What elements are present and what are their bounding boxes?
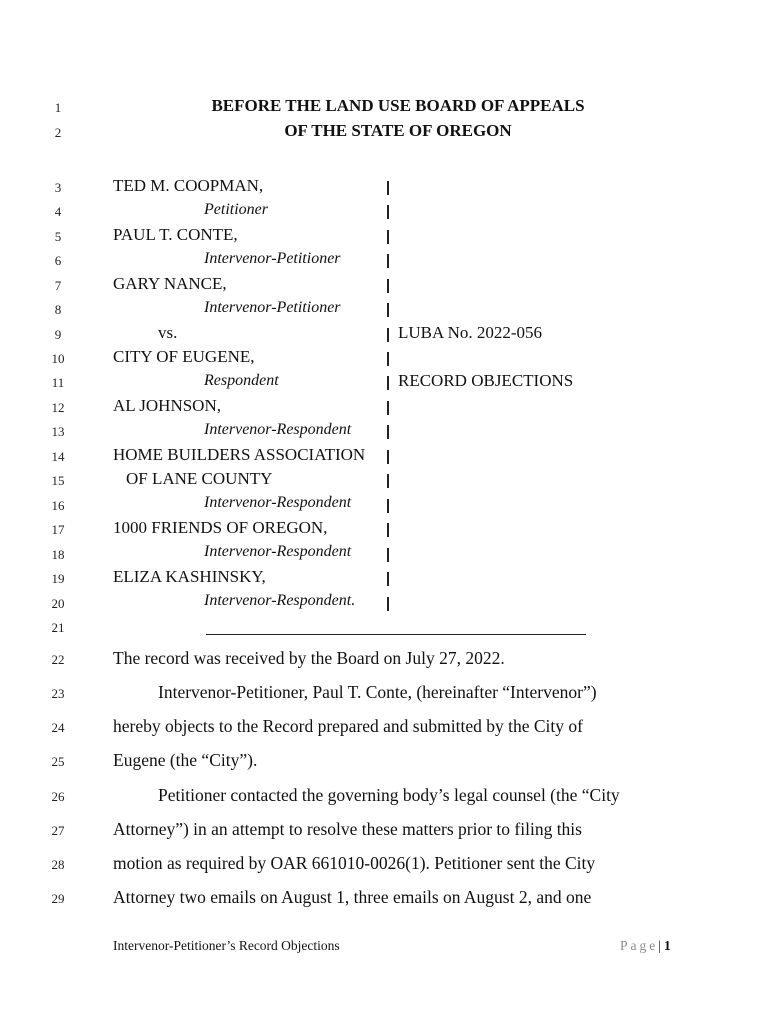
- body-line: hereby objects to the Record prepared and submitted by the City of: [113, 716, 583, 736]
- party-name: CITY OF EUGENE,: [113, 347, 255, 366]
- line-number: 21: [51, 620, 65, 635]
- line-number: 26: [51, 789, 65, 804]
- caption-divider: [387, 230, 389, 244]
- line-number: 18: [51, 547, 65, 562]
- page-indicator: [620, 938, 671, 954]
- body-line: The record was received by the Board on July 27, 2022.: [113, 648, 505, 668]
- caption-divider: [387, 303, 389, 317]
- party-name-continued: OF LANE COUNTY: [126, 469, 273, 488]
- court-heading-line2: OF THE STATE OF OREGON: [284, 121, 512, 140]
- party-role: Intervenor-Respondent: [204, 421, 352, 438]
- caption-divider: [387, 597, 389, 611]
- line-number: 1: [54, 100, 62, 115]
- party-role: Intervenor-Respondent.: [204, 592, 356, 609]
- caption-divider: [387, 548, 389, 562]
- line-number: 27: [51, 823, 65, 838]
- footer-title: Intervenor-Petitioner’s Record Objections: [113, 938, 340, 953]
- line-number: 4: [54, 204, 62, 219]
- party-role: Intervenor-Petitioner: [204, 250, 341, 267]
- line-number: 14: [51, 449, 65, 464]
- caption-divider: [387, 499, 389, 513]
- caption-divider: [387, 474, 389, 488]
- page-label: Page: [620, 938, 659, 953]
- line-number: 3: [54, 180, 62, 195]
- line-number: 12: [51, 400, 65, 415]
- page-number: 1: [663, 938, 671, 953]
- line-number: 22: [51, 652, 65, 667]
- caption-divider: [387, 450, 389, 464]
- line-number: 6: [54, 253, 62, 268]
- line-number: 13: [51, 424, 65, 439]
- line-number: 19: [51, 571, 65, 586]
- line-number: 7: [54, 278, 62, 293]
- line-number: 25: [51, 754, 65, 769]
- line-number: 8: [54, 302, 62, 317]
- caption-divider: [387, 425, 389, 439]
- line-number: 2: [54, 125, 62, 140]
- line-number: 17: [51, 522, 65, 537]
- caption-divider: [387, 572, 389, 586]
- caption-divider: [387, 376, 389, 390]
- line-number: 11: [51, 375, 65, 390]
- line-number: 15: [51, 473, 65, 488]
- body-line: Petitioner contacted the governing body’s legal counsel (the “City: [158, 785, 620, 805]
- party-role: Petitioner: [204, 201, 268, 218]
- line-number: 20: [51, 596, 65, 611]
- line-number: 5: [54, 229, 62, 244]
- body-line: motion as required by OAR 661010-0026(1). Petitioner sent the City: [113, 853, 596, 873]
- caption-divider: [387, 401, 389, 415]
- caption-divider: [387, 205, 389, 219]
- party-name: GARY NANCE,: [113, 274, 227, 293]
- line-number: 23: [51, 686, 65, 701]
- caption-separator-rule: [206, 634, 586, 635]
- party-name: AL JOHNSON,: [113, 396, 221, 415]
- page-separator: |: [658, 938, 661, 953]
- line-number: 16: [51, 498, 65, 513]
- party-name: TED M. COOPMAN,: [113, 176, 264, 195]
- party-role: Intervenor-Respondent: [204, 543, 352, 560]
- party-name: HOME BUILDERS ASSOCIATION: [113, 445, 366, 464]
- body-line: Attorney”) in an attempt to resolve these matters prior to filing this: [113, 819, 582, 839]
- party-name: ELIZA KASHINSKY,: [113, 567, 266, 586]
- versus-label: vs.: [158, 323, 178, 342]
- party-name: 1000 FRIENDS OF OREGON,: [113, 518, 328, 537]
- caption-divider: [387, 279, 389, 293]
- party-role: Intervenor-Respondent: [204, 494, 352, 511]
- court-heading-line1: BEFORE THE LAND USE BOARD OF APPEALS: [211, 96, 585, 115]
- line-number: 10: [51, 351, 65, 366]
- caption-divider: [387, 254, 389, 268]
- party-role: Intervenor-Petitioner: [204, 299, 341, 316]
- caption-divider: [387, 352, 389, 366]
- line-number: 9: [54, 327, 62, 342]
- body-line: Eugene (the “City”).: [113, 750, 258, 770]
- caption-divider: [387, 328, 389, 342]
- body-line: Attorney two emails on August 1, three emails on August 2, and one: [113, 887, 592, 907]
- line-number: 29: [51, 891, 65, 906]
- caption-divider: [387, 181, 389, 195]
- caption-divider: [387, 523, 389, 537]
- party-role: Respondent: [204, 372, 279, 389]
- line-number: 28: [51, 857, 65, 872]
- case-number: LUBA No. 2022-056: [398, 323, 543, 342]
- line-number: 24: [51, 720, 65, 735]
- body-line: Intervenor-Petitioner, Paul T. Conte, (hereinafter “Intervenor”): [158, 682, 597, 702]
- document-type: RECORD OBJECTIONS: [398, 371, 574, 390]
- party-name: PAUL T. CONTE,: [113, 225, 238, 244]
